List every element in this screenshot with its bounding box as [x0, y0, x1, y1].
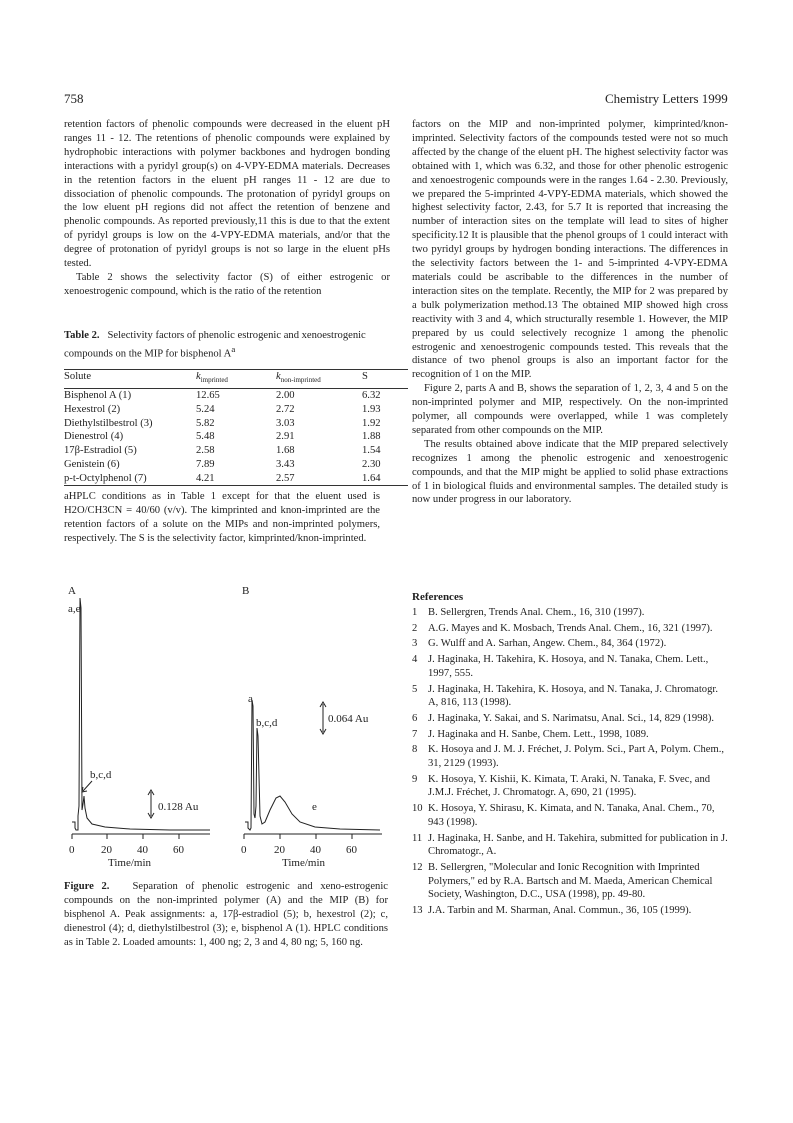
journal-running-head: Chemistry Letters 1999: [605, 91, 728, 106]
tick-label-b-20: 20: [274, 844, 285, 856]
references-title: References: [412, 591, 464, 603]
reference-number: 5: [412, 683, 418, 695]
figure-caption-text: Separation of phenolic estrogenic and xeno-estrogenic compounds on the non-imprinted polymer (A) and the MIP (B) for bisphenol A. Peak assignments: a, 17β-estradiol (5); b, hexestrol (2); c, dienestrol (4); d, diethylstilbestrol (3); e, bisphenol A (1). HPLC conditions as in Table 2. Loaded amounts: 1, 400 ng; 2, 3 and 4, 80 ng; 5, 160 ng.: [64, 881, 388, 948]
reference-item: [412, 743, 728, 770]
right-paragraph-2: Figure 2, parts A and B, shows the separation of 1, 2, 3, 4 and 5 on the non-imprinted polymer and MIP, respectively. On the non-imprinted polymer, all compounds were overlapped, while 1 was completely separated from other compounds on the MIP.: [412, 383, 728, 436]
cell-s: 1.54: [362, 445, 381, 457]
table-footnote: aHPLC conditions as in Table 1 except for that the eluent used is H2O/CH3CN = 40/60 (v/v). The kimprinted and knon-imprinted are the retention factors of a solute on the MIPs and non-imprinted polymers, respectively. The S is the selectivity factor, kimprinted/knon-imprinted.: [64, 491, 380, 544]
reference-item: [412, 653, 728, 680]
reference-text: J. Haginaka, H. Takehira, K. Hosoya, and N. Tanaka, Chem. Lett., 1997, 555.: [428, 654, 709, 679]
reference-number: 10: [412, 803, 423, 815]
page-number: 758: [64, 91, 84, 106]
reference-item: [412, 622, 728, 636]
cell-s: 1.93: [362, 403, 381, 415]
table-caption: [64, 329, 390, 361]
cell-solute: Hexestrol (2): [64, 403, 121, 415]
selectivity-table: [64, 369, 408, 486]
header-s: S: [362, 370, 408, 389]
table-label: Table 2.: [64, 330, 100, 341]
peak-label-b-bcd: b,c,d: [256, 717, 278, 729]
reference-text: G. Wulff and A. Sarhan, Angew. Chem., 84, 364 (1972).: [428, 638, 667, 650]
reference-text: J.A. Tarbin and M. Sharman, Anal. Commun., 36, 105 (1999).: [428, 905, 692, 917]
left-column-text: [64, 118, 390, 299]
cell-k-non-imprinted: 2.57: [276, 472, 362, 486]
figure-2-chromatograms: [60, 578, 394, 880]
cell-k-non-imprinted: 3.43: [276, 458, 295, 470]
reference-number: 13: [412, 905, 423, 917]
reference-item: [412, 773, 728, 800]
reference-text: J. Haginaka and H. Sanbe, Chem. Lett., 1998, 1089.: [428, 728, 649, 740]
reference-item: [412, 802, 728, 829]
reference-number: 12: [412, 861, 423, 873]
tick-label-a-60: 60: [173, 844, 184, 856]
reference-number: 6: [412, 712, 418, 724]
peak-label-b-e: e: [312, 801, 317, 813]
right-column-text: [412, 118, 728, 507]
selectivity-table-wrap: [64, 369, 408, 486]
table-caption-text: Selectivity factors of phenolic estrogenic and xenoestrogenic compounds on the MIP for bisphenol A: [64, 330, 366, 360]
peak-label-b-a: a: [248, 693, 253, 705]
reference-text: K. Hosoya and J. M. J. Fréchet, J. Polym. Sci., Part A, Polym. Chem., 31, 2129 (1993).: [428, 744, 725, 770]
table-row: [64, 472, 408, 486]
cell-s: 1.92: [362, 417, 381, 429]
cell-s: 1.64: [362, 472, 408, 486]
reference-item: [412, 832, 728, 859]
left-paragraph-2: Table 2 shows the selectivity factor (S) of either estrogenic or xenoestrogenic compound, which is the ratio of the retention: [64, 271, 390, 297]
reference-number: 3: [412, 638, 418, 650]
cell-k-imprinted: 5.24: [196, 403, 215, 415]
reference-item: [412, 683, 728, 710]
cell-k-non-imprinted: 2.91: [276, 431, 295, 443]
reference-number: 11: [412, 832, 423, 844]
cell-k-non-imprinted: 3.03: [276, 417, 295, 429]
cell-s: 6.32: [362, 389, 381, 401]
table-row: [64, 458, 408, 472]
tick-label-a-40: 40: [137, 844, 148, 856]
reference-number: 4: [412, 654, 418, 666]
cell-k-non-imprinted: 2.72: [276, 403, 295, 415]
tick-label-a-0: 0: [69, 844, 75, 856]
left-paragraph-1: retention factors of phenolic compounds were decreased in the eluent pH ranges 11 - 12. The retentions of phenolic compounds were explained by hydrophobic interactions with polymer backbones and hydrogen bonding interactions with a pyridyl group(s) on 4-VPY-EDMA materials. Decreases in the retention factors in the eluent pH ranges 11 - 12 are due to dissociation of phenolic compounds. The protonation of pyridyl groups on the low eluent pH regions did not affect the retention of benzene and phenolic compounds. As reported previously,11 this is due to that the extent of pyridyl groups is low on the 4-VPY-EDMA materials, and/or that the degree of protonation of pyridyl groups is not so large in the eluent pHs tested.: [64, 119, 390, 270]
panel-b-label: B: [242, 585, 250, 597]
cell-s: 1.88: [362, 431, 381, 443]
table-caption-mark: a: [231, 343, 236, 354]
figure-caption: [64, 880, 388, 950]
panel-a-label: A: [68, 585, 76, 597]
reference-number: 7: [412, 728, 418, 740]
table-header-row: [64, 370, 408, 389]
cell-k-non-imprinted: 2.00: [276, 389, 295, 401]
reference-number: 9: [412, 773, 418, 785]
reference-item: [412, 637, 728, 651]
cell-k-imprinted: 2.58: [196, 445, 215, 457]
cell-solute: Dienestrol (4): [64, 431, 124, 443]
reference-text: J. Haginaka, Y. Sakai, and S. Narimatsu, Anal. Sci., 14, 829 (1998).: [428, 712, 714, 724]
header-solute: Solute: [64, 370, 196, 389]
reference-text: K. Hosoya, Y. Shirasu, K. Kimata, and N. Tanaka, Anal. Chem., 70, 943 (1998).: [428, 803, 715, 828]
reference-number: 2: [412, 622, 418, 634]
references-list: [412, 606, 728, 920]
reference-item: [412, 606, 728, 620]
cell-k-imprinted: 4.21: [196, 472, 276, 486]
cell-k-imprinted: 5.82: [196, 417, 215, 429]
right-paragraph-1: factors on the MIP and non-imprinted polymer, kimprinted/knon-imprinted. Selectivity factors of the compounds tested were not so much affected by the change of the eluent pH. The highest selectivity factor was obtained with 1, which was 6.32, and those for other phenolic estrogenic and xenoestrogenic compounds were in the ranges 1.64 - 2.30. Previously, we prepared the 5-imprinted 4-VPY-EDMA materials, which showed the highest selectivity factor, 2.43, for 5.7 It is reported that increasing the number of interaction sites on the template will lead to sites of higher specificity.12 It is plausible that the phenol groups of 1 could interact with two pyridyl groups by hydrogen bonding interactions. The differences in the selectivity factors between the 1- and 5-imprinted 4-VPY-EDMA materials could be ascribable to the differences in the number of interaction sites on the template. Recently, the MIP for 2 was prepared by a bulk polymerization method.13 The obtained MIP showed high cross reactivity with 3 and 4, which structurally resemble 1. However, the MIP prepared by us could selectively recognize 1 among the phenolic estrogenic and xenoestrogenic compounds tested. This reveals that the distance of two phenol groups is also an important factor for the recognition of 1 on the MIP.: [412, 119, 728, 381]
reference-text: J. Haginaka, H. Takehira, K. Hosoya, and N. Tanaka, J. Chromatogr. A, 816, 113 (1998).: [428, 683, 718, 709]
arrow-a-bcd: [83, 781, 92, 791]
tick-label-a-20: 20: [101, 844, 112, 856]
reference-item: [412, 712, 728, 726]
cell-k-imprinted: 7.89: [196, 458, 215, 470]
tick-label-b-40: 40: [310, 844, 321, 856]
right-paragraph-3: The results obtained above indicate that the MIP prepared selectively recognizes 1 among the phenolic estrogenic and xenoestrogenic compounds, and that the MIP might be applied to solid phase extractions of 1 in biological fluids and environmental samples. The detailed study is now under progress in our laboratory.: [412, 438, 728, 506]
cell-solute: Diethylstilbestrol (3): [64, 417, 153, 429]
peak-label-a-bcd: b,c,d: [90, 769, 112, 781]
tick-label-b-0: 0: [241, 844, 247, 856]
header-k-imprinted: $k_{imprinted}$: [196, 370, 276, 389]
table-row: [64, 388, 408, 402]
cell-solute: Bisphenol A (1): [64, 389, 132, 401]
reference-text: B. Sellergren, "Molecular and Ionic Recognition with Imprinted Polymers," ed by R.A. Bartsch and M. Maeda, American Chemical Society, Washington, D.C., USA (1998), pp. 49-80.: [428, 861, 713, 901]
reference-text: A.G. Mayes and K. Mosbach, Trends Anal. Chem., 16, 321 (1997).: [428, 622, 713, 634]
tick-label-b-60: 60: [346, 844, 357, 856]
x-axis-label-a: Time/min: [108, 857, 151, 869]
reference-number: 1: [412, 607, 418, 618]
scale-label-a: 0.128 Au: [158, 801, 199, 813]
table-row: [64, 444, 408, 458]
reference-item: [412, 728, 728, 742]
scale-label-b: 0.064 Au: [328, 713, 369, 725]
peak-label-a-ae: a,e: [68, 603, 81, 615]
cell-solute: 17β-Estradiol (5): [64, 445, 137, 457]
table-row: [64, 430, 408, 444]
header-k-non-imprinted: $k_{non-imprinted}$: [276, 370, 362, 389]
chromatogram-a-trace: [72, 598, 210, 830]
x-axis-label-b: Time/min: [282, 857, 325, 869]
cell-k-non-imprinted: 1.68: [276, 445, 295, 457]
reference-text: K. Hosoya, Y. Kishii, K. Kimata, T. Araki, N. Tanaka, F. Svec, and J.M.J. Fréchet, J. Chromatogr. A, 690, 21 (1995).: [428, 773, 711, 799]
reference-item: [412, 904, 728, 918]
cell-solute: Genistein (6): [64, 458, 120, 470]
cell-k-imprinted: 5.48: [196, 431, 215, 443]
cell-solute: p-t-Octylphenol (7): [64, 472, 196, 486]
reference-text: B. Sellergren, Trends Anal. Chem., 16, 310 (1997).: [428, 607, 645, 618]
reference-number: 8: [412, 744, 418, 756]
table-row: [64, 417, 408, 431]
reference-item: [412, 861, 728, 902]
table-row: [64, 403, 408, 417]
cell-k-imprinted: 12.65: [196, 389, 220, 401]
reference-text: J. Haginaka, H. Sanbe, and H. Takehira, submitted for publication in J. Chromatogr., A.: [428, 832, 728, 858]
cell-s: 2.30: [362, 458, 381, 470]
figure-caption-label: Figure 2.: [64, 881, 110, 892]
